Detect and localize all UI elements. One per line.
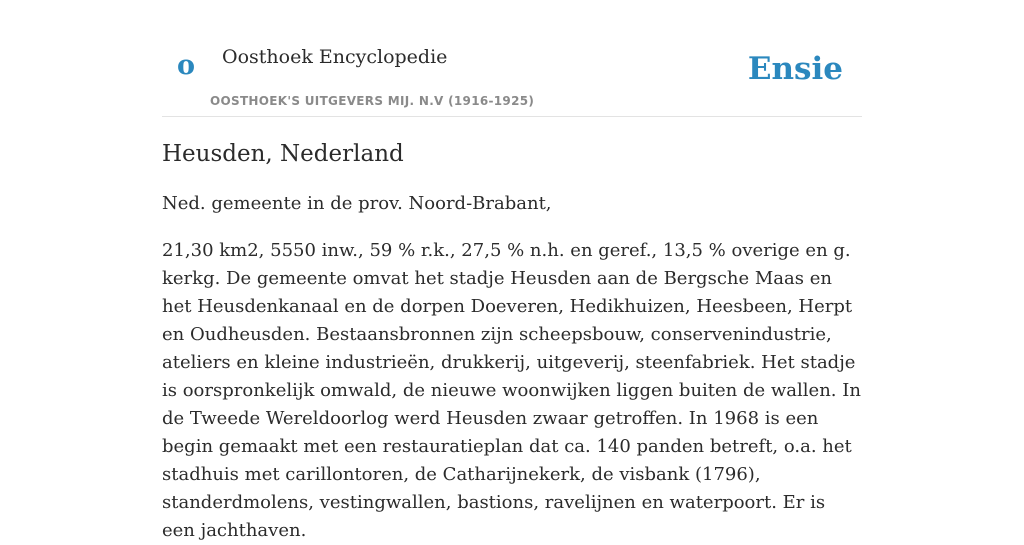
article: [162, 138, 862, 545]
site-header: [162, 0, 862, 117]
site-logo[interactable]: o: [177, 50, 196, 81]
article-title: Heusden, Nederland: [162, 141, 404, 167]
site-title[interactable]: Oosthoek Encyclopedie: [222, 46, 448, 68]
brand-link[interactable]: Ensie: [747, 51, 843, 87]
article-body: 21,30 km2, 5550 inw., 59 % r.k., 27,5 % n.h. en geref., 13,5 % overige en g. kerkg. De gemeente omvat het stadje Heusden aan de Bergsche Maas en het Heusdenkanaal en de dorpen Doeveren, Hedikhuizen, Heesbeen, Herpt en Oudheusden. Bestaansbronnen zijn scheepsbouw, conservenindustrie, ateliers en kleine industrieën, drukkerij, uitgeverij, steenfabriek. Het stadje is oorspronkelijk omwald, de nieuwe woonwijken liggen buiten de wallen. In de Tweede Wereldoorlog werd Heusden zwaar getroffen. In 1968 is een begin gemaakt met een restauratieplan dat ca. 140 panden betreft, o.a. het stadhuis met carillontoren, de Catharijnekerk, de visbank (1796), standerdmolens, vestingwallen, bastions, ravelijnen en waterpoort. Er is een jachthaven.: [162, 240, 861, 541]
site-subtitle: OOSTHOEK'S UITGEVERS MIJ. N.V (1916-1925): [210, 94, 535, 108]
article-intro: Ned. gemeente in de prov. Noord-Brabant,: [162, 193, 552, 214]
